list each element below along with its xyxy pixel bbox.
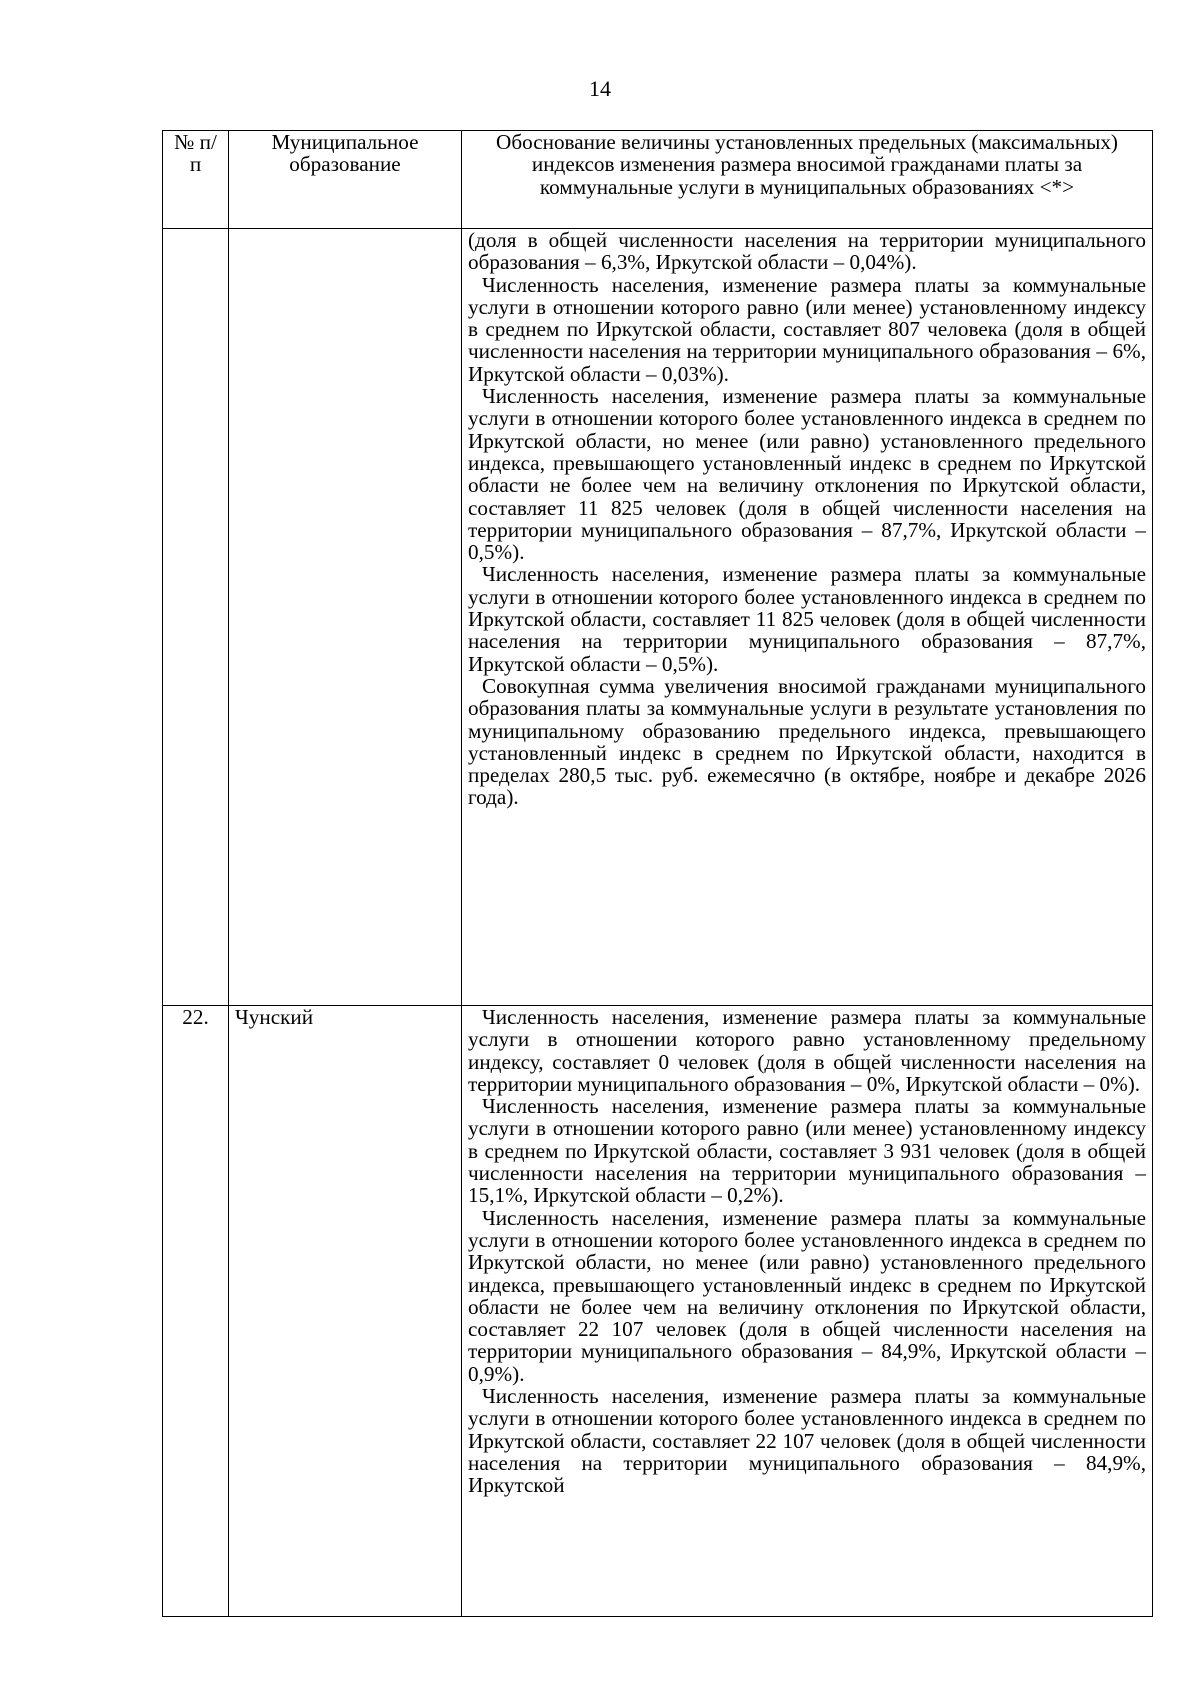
table-row <box>163 229 1153 1006</box>
justification-table <box>162 130 1153 1617</box>
row-justification-cell <box>462 1006 1153 1617</box>
row-num-cell: 22. <box>163 1006 229 1617</box>
justification-paragraph: (доля в общей численности населения на территории муниципального образования – 6,3%, Иркутской области – 0,04%). <box>468 228 1146 275</box>
page-number: 14 <box>589 76 611 101</box>
row-num-cell <box>163 229 229 1006</box>
table-row <box>163 1006 1153 1617</box>
justification-paragraph: Численность населения, изменение размера платы за коммунальные услуги в отношении которого более установленного индекса в среднем по Иркутской области, составляет 11 825 человек (доля в общей численности населения на территории муниципального образования – 87,7%, Иркутской области – 0,5%). <box>468 562 1146 676</box>
justification-paragraph: Совокупная сумма увеличения вносимой гражданами муниципального образования платы за коммунальные услуги в результате установления по муниципальному образованию предельного индекса, превышающего установленный индекс в среднем по Иркутской области, находится в пределах 280,5 тыс. руб. ежемесячно (в октябре, ноябре и декабре 2026 года). <box>468 673 1146 810</box>
justification-paragraph: Численность населения, изменение размера платы за коммунальные услуги в отношении которого более установленного индекса в среднем по Иркутской области, составляет 22 107 человек (доля в общей численности населения на территории муниципального образования – 84,9%, Иркутской <box>468 1384 1146 1498</box>
header-municipality: Муниципальное образование <box>229 131 462 229</box>
header-justification: Обоснование величины установленных предельных (максимальных) индексов изменения размера вносимой гражданами платы за коммунальные услуги в муниципальных образованиях <*> <box>462 131 1153 229</box>
row-justification-cell <box>462 229 1153 1006</box>
row-municipality-cell: Чунский <box>229 1006 462 1617</box>
justification-paragraph: Численность населения, изменение размера платы за коммунальные услуги в отношении которого равно (или менее) установленному индексу в среднем по Иркутской области, составляет 807 человека (доля в общей численности населения на территории муниципального образования – 6%, Иркутской области – 0,03%). <box>468 272 1146 386</box>
justification-paragraph: Численность населения, изменение размера платы за коммунальные услуги в отношении которого равно установленному предельному индексу, составляет 0 человек (доля в общей численности населения на территории муниципального образования – 0%, Иркутской области – 0%). <box>468 1005 1146 1096</box>
table-body <box>163 229 1153 1617</box>
header-num: № п/п <box>163 131 229 229</box>
table-header <box>163 131 1153 229</box>
justification-paragraph: Численность населения, изменение размера платы за коммунальные услуги в отношении которого более установленного индекса в среднем по Иркутской области, но менее (или равно) установленного предельного индекса, превышающего установленный индекс в среднем по Иркутской области не более чем на величину отклонения по Иркутской области, составляет 11 825 человек (доля в общей численности населения на территории муниципального образования – 87,7%, Иркутской области – 0,5%). <box>468 384 1146 565</box>
justification-paragraph: Численность населения, изменение размера платы за коммунальные услуги в отношении которого более установленного индекса в среднем по Иркутской области, но менее (или равно) установленного предельного индекса, превышающего установленный индекс в среднем по Иркутской области не более чем на величину отклонения по Иркутской области, составляет 22 107 человек (доля в общей численности населения на территории муниципального образования – 84,9%, Иркутской области – 0,9%). <box>468 1205 1146 1386</box>
row-municipality-cell <box>229 229 462 1006</box>
justification-paragraph: Численность населения, изменение размера платы за коммунальные услуги в отношении которого равно (или менее) установленному индексу в среднем по Иркутской области, составляет 3 931 человек (доля в общей численности населения на территории муниципального образования – 15,1%, Иркутской области – 0,2%). <box>468 1094 1146 1208</box>
header-row <box>163 131 1153 229</box>
